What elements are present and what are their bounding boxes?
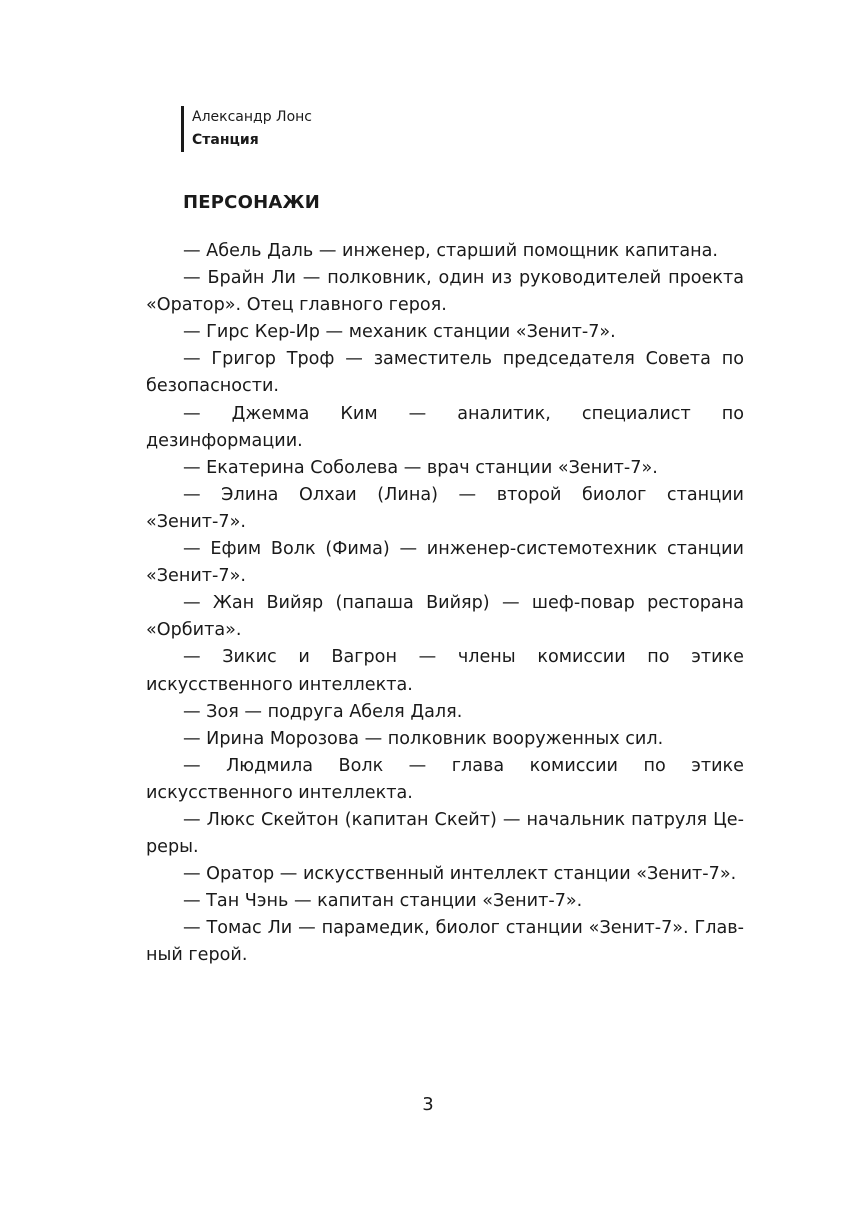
character-entry: — Элина Олхаи (Лина) — второй биолог станции «Зенит-7».	[146, 484, 744, 532]
character-entry: — Брайн Ли — полковник, один из руководителей проекта «Оратор». Отец главного героя.	[146, 268, 744, 316]
character-entry: — Жан Вийяр (папаша Вийяр) — шеф-повар ресторана «Орбита».	[146, 593, 744, 641]
character-entry: — Томас Ли — парамедик, биолог станции «Зенит-7». Главный герой.	[146, 918, 744, 966]
section-heading: ПЕРСОНАЖИ	[183, 192, 320, 213]
character-list	[146, 238, 744, 970]
character-entry: — Джемма Ким — аналитик, специалист по дезинформации.	[146, 403, 744, 451]
author-name: Александр Лонс	[192, 109, 312, 125]
character-entry: — Зоя — подруга Абеля Даля.	[183, 701, 463, 722]
character-entry: — Оратор — искусственный интеллект станции «Зенит-7».	[183, 864, 737, 885]
character-entry: — Ирина Морозова — полковник вооруженных сил.	[183, 728, 664, 749]
character-entry: — Тан Чэнь — капитан станции «Зенит-7».	[183, 891, 583, 912]
character-entry: — Гирс Кер-Ир — механик станции «Зенит-7».	[183, 322, 616, 343]
character-entry: — Ефим Волк (Фима) — инженер-системотехник станции «Зенит-7».	[146, 539, 744, 587]
character-entry: — Люкс Скейтон (капитан Скейт) — начальник патруля Цереры.	[146, 809, 744, 858]
character-entry: — Екатерина Соболева — врач станции «Зенит-7».	[183, 457, 658, 478]
book-title: Станция	[192, 132, 259, 148]
character-entry: — Людмила Волк — глава комиссии по этике искусственного интеллекта.	[146, 755, 744, 803]
character-entry: — Зикис и Вагрон — члены комиссии по этике искусственного интеллекта.	[146, 647, 744, 695]
running-head	[181, 106, 312, 152]
character-entry: — Абель Даль — инженер, старший помощник капитана.	[183, 241, 719, 261]
page-number: 3	[422, 1094, 434, 1115]
character-entry: — Григор Троф — заместитель председателя Совета по безопасности.	[146, 349, 744, 397]
